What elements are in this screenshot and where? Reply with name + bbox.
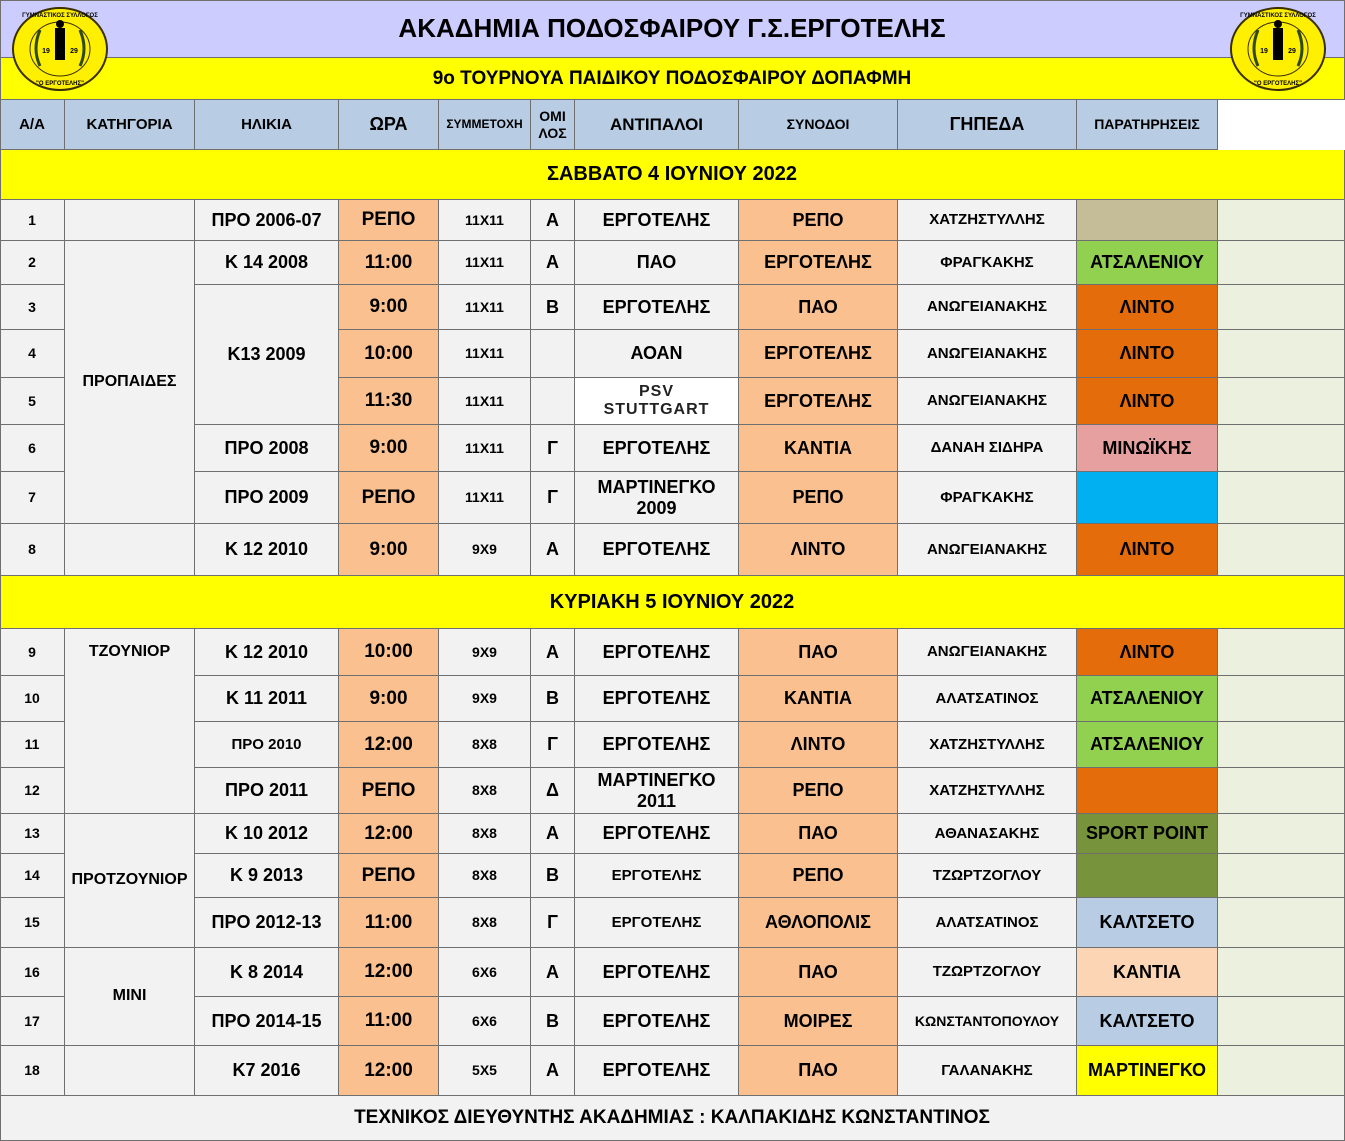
format-cell: 11X11: [439, 241, 531, 285]
age-cell: Κ 9 2013: [195, 854, 339, 898]
team1-cell: PSV STUTTGART: [575, 378, 739, 425]
team2-cell: ΡΕΠΟ: [739, 854, 898, 898]
format-cell: 11X11: [439, 472, 531, 524]
header-cell: ΣΥΝΟΔΟΙ: [739, 100, 898, 150]
remarks-cell: [1218, 948, 1345, 997]
logo-text-top: ΓΥΜΝΑΣΤΙΚΟΣ ΣΥΛΛΟΓΟΣ: [22, 13, 98, 19]
team2-cell: ΛΙΝΤΟ: [739, 524, 898, 576]
team1-cell: ΕΡΓΟΤΕΛΗΣ: [575, 898, 739, 948]
field-cell: ΛΙΝΤΟ: [1077, 378, 1218, 425]
header-cell: ΣΥΜΜΕΤΟΧΗ: [439, 100, 531, 150]
team2-cell: ΡΕΠΟ: [739, 768, 898, 814]
group-cell: Α: [531, 200, 575, 241]
time-cell: 12:00: [339, 1046, 439, 1096]
header-cell: ΑΝΤΙΠΑΛΟΙ: [575, 100, 739, 150]
category-cell-empty: [65, 524, 195, 576]
group-cell: Α: [531, 948, 575, 997]
format-cell: 11X11: [439, 200, 531, 241]
team2-cell: ΠΑΟ: [739, 629, 898, 676]
escort-cell: ΑΛΑΤΣΑΤΙΝΟΣ: [898, 676, 1077, 722]
escort-cell: ΦΡΑΓΚΑΚΗΣ: [898, 241, 1077, 285]
time-cell: ΡΕΠΟ: [339, 472, 439, 524]
day-heading-sunday: ΚΥΡΙΑΚΗ 5 ΙΟΥΝΙΟΥ 2022: [0, 576, 1345, 629]
age-cell: Κ 14 2008: [195, 241, 339, 285]
category-cell-empty: [65, 1046, 195, 1096]
row-number: 16: [0, 948, 65, 997]
row-number: 5: [0, 378, 65, 425]
field-cell: ΜΙΝΩΪΚΗΣ: [1077, 425, 1218, 472]
escort-cell: ΑΝΩΓΕΙΑΝΑΚΗΣ: [898, 285, 1077, 330]
header-cell: ΚΑΤΗΓΟΡΙΑ: [65, 100, 195, 150]
escort-cell: ΚΩΝΣΤΑΝΤΟΠΟΥΛΟΥ: [898, 997, 1077, 1046]
team1-cell: ΑΟΑΝ: [575, 330, 739, 378]
row-number: 13: [0, 814, 65, 854]
team2-cell: ΛΙΝΤΟ: [739, 722, 898, 768]
row-number: 7: [0, 472, 65, 524]
time-cell: ΡΕΠΟ: [339, 768, 439, 814]
remarks-cell: [1218, 241, 1345, 285]
row-number: 9: [0, 629, 65, 676]
time-cell: 12:00: [339, 948, 439, 997]
team2-cell: ΠΑΟ: [739, 948, 898, 997]
escort-cell: ΑΝΩΓΕΙΑΝΑΚΗΣ: [898, 330, 1077, 378]
remarks-cell: [1218, 898, 1345, 948]
age-cell: ΠΡΟ 2012-13: [195, 898, 339, 948]
field-cell: SPORT POINT: [1077, 814, 1218, 854]
group-cell: Β: [531, 997, 575, 1046]
field-cell: [1077, 200, 1218, 241]
remarks-cell: [1218, 768, 1345, 814]
field-cell: ΛΙΝΤΟ: [1077, 330, 1218, 378]
time-cell: ΡΕΠΟ: [339, 854, 439, 898]
format-cell: 8X8: [439, 854, 531, 898]
team1-cell: ΕΡΓΟΤΕΛΗΣ: [575, 722, 739, 768]
format-cell: 6X6: [439, 997, 531, 1046]
time-cell: 9:00: [339, 425, 439, 472]
header-cell: ΩΡΑ: [339, 100, 439, 150]
team2-cell: ΡΕΠΟ: [739, 200, 898, 241]
remarks-cell: [1218, 524, 1345, 576]
team1-cell: ΕΡΓΟΤΕΛΗΣ: [575, 814, 739, 854]
row-number: 15: [0, 898, 65, 948]
escort-cell: ΧΑΤΖΗΣΤΥΛΛΗΣ: [898, 200, 1077, 241]
age-cell: Κ7 2016: [195, 1046, 339, 1096]
group-cell: Α: [531, 524, 575, 576]
remarks-cell: [1218, 285, 1345, 330]
remarks-cell: [1218, 330, 1345, 378]
remarks-cell: [1218, 814, 1345, 854]
team2-cell: ΠΑΟ: [739, 1046, 898, 1096]
group-cell: Α: [531, 1046, 575, 1096]
time-cell: 12:00: [339, 814, 439, 854]
escort-cell: ΑΛΑΤΣΑΤΙΝΟΣ: [898, 898, 1077, 948]
team1-cell: ΕΡΓΟΤΕΛΗΣ: [575, 997, 739, 1046]
escort-cell: ΑΘΑΝΑΣΑΚΗΣ: [898, 814, 1077, 854]
team2-cell: ΠΑΟ: [739, 814, 898, 854]
club-logo-right: [1228, 6, 1328, 92]
group-cell: Γ: [531, 898, 575, 948]
header-cell: ΟΜΙ ΛΟΣ: [531, 100, 575, 150]
category-cell: ΠΡΟΠΑΙΔΕΣ: [65, 241, 195, 524]
time-cell: 11:00: [339, 997, 439, 1046]
team1-cell: ΕΡΓΟΤΕΛΗΣ: [575, 676, 739, 722]
age-cell: ΠΡΟ 2010: [195, 722, 339, 768]
escort-cell: ΑΝΩΓΕΙΑΝΑΚΗΣ: [898, 629, 1077, 676]
time-cell: 11:30: [339, 378, 439, 425]
team2-cell: ΕΡΓΟΤΕΛΗΣ: [739, 330, 898, 378]
age-cell: ΠΡΟ 2009: [195, 472, 339, 524]
team2-cell: ΡΕΠΟ: [739, 472, 898, 524]
format-cell: 8X8: [439, 722, 531, 768]
team1-cell: ΕΡΓΟΤΕΛΗΣ: [575, 200, 739, 241]
row-number: 8: [0, 524, 65, 576]
row-number: 18: [0, 1046, 65, 1096]
time-cell: 10:00: [339, 629, 439, 676]
header-cell: ΓΗΠΕΔΑ: [898, 100, 1077, 150]
age-cell: ΠΡΟ 2014-15: [195, 997, 339, 1046]
time-cell: 9:00: [339, 285, 439, 330]
header-cell: ΗΛΙΚΙΑ: [195, 100, 339, 150]
escort-cell: ΧΑΤΖΗΣΤΥΛΛΗΣ: [898, 722, 1077, 768]
team1-cell: ΕΡΓΟΤΕΛΗΣ: [575, 285, 739, 330]
age-cell: Κ 8 2014: [195, 948, 339, 997]
logo-text-bottom: "Ο ΕΡΓΟΤΕΛΗΣ": [1254, 81, 1302, 87]
team1-cell: ΕΡΓΟΤΕΛΗΣ: [575, 948, 739, 997]
group-cell: Α: [531, 814, 575, 854]
header-cell: Α/Α: [0, 100, 65, 150]
team1-cell: ΜΑΡΤΙΝΕΓΚΟ 2011: [575, 768, 739, 814]
field-cell: ΚΑΛΤΣΕΤΟ: [1077, 997, 1218, 1046]
team1-cell: ΕΡΓΟΤΕΛΗΣ: [575, 1046, 739, 1096]
row-number: 17: [0, 997, 65, 1046]
remarks-cell: [1218, 472, 1345, 524]
team1-cell: ΠΑΟ: [575, 241, 739, 285]
category-cell: ΤΖΟΥΝΙΟΡ: [65, 629, 195, 814]
format-cell: 8X8: [439, 814, 531, 854]
group-cell: [531, 330, 575, 378]
team1-cell: ΕΡΓΟΤΕΛΗΣ: [575, 854, 739, 898]
logo-text-bottom: "Ο ΕΡΓΟΤΕΛΗΣ": [36, 81, 84, 87]
remarks-cell: [1218, 378, 1345, 425]
time-cell: 9:00: [339, 676, 439, 722]
document-title: ΑΚΑΔΗΜΙΑ ΠΟΔΟΣΦΑΙΡΟΥ Γ.Σ.ΕΡΓΟΤΕΛΗΣ: [0, 0, 1345, 58]
format-cell: 11X11: [439, 378, 531, 425]
group-cell: Α: [531, 629, 575, 676]
group-cell: Β: [531, 676, 575, 722]
escort-cell: ΤΖΩΡΤΖΟΓΛΟΥ: [898, 854, 1077, 898]
field-cell: ΛΙΝΤΟ: [1077, 629, 1218, 676]
field-cell: [1077, 768, 1218, 814]
format-cell: 9X9: [439, 524, 531, 576]
field-cell: [1077, 854, 1218, 898]
age-cell: Κ 12 2010: [195, 629, 339, 676]
escort-cell: ΑΝΩΓΕΙΑΝΑΚΗΣ: [898, 524, 1077, 576]
team2-cell: ΚΑΝΤΙΑ: [739, 676, 898, 722]
time-cell: 12:00: [339, 722, 439, 768]
format-cell: 11X11: [439, 330, 531, 378]
time-cell: 11:00: [339, 898, 439, 948]
logo-year-left: 19: [42, 48, 50, 55]
team2-cell: ΚΑΝΤΙΑ: [739, 425, 898, 472]
row-number: 11: [0, 722, 65, 768]
escort-cell: ΦΡΑΓΚΑΚΗΣ: [898, 472, 1077, 524]
category-cell: ΠΡΟΤΖΟΥΝΙΟΡ: [65, 814, 195, 948]
field-cell: ΜΑΡΤΙΝΕΓΚΟ: [1077, 1046, 1218, 1096]
row-number: 2: [0, 241, 65, 285]
remarks-cell: [1218, 676, 1345, 722]
time-cell: 9:00: [339, 524, 439, 576]
logo-text-top: ΓΥΜΝΑΣΤΙΚΟΣ ΣΥΛΛΟΓΟΣ: [1240, 13, 1316, 19]
team1-cell: ΕΡΓΟΤΕΛΗΣ: [575, 425, 739, 472]
logo-year-right: 29: [70, 48, 78, 55]
group-cell: Β: [531, 285, 575, 330]
group-cell: Γ: [531, 425, 575, 472]
logo-year-left: 19: [1260, 48, 1268, 55]
category-cell: ΜΙΝΙ: [65, 948, 195, 1046]
age-cell: Κ 11 2011: [195, 676, 339, 722]
team2-cell: ΕΡΓΟΤΕΛΗΣ: [739, 241, 898, 285]
remarks-cell: [1218, 722, 1345, 768]
remarks-cell: [1218, 1046, 1345, 1096]
logo-year-right: 29: [1288, 48, 1296, 55]
group-cell: Γ: [531, 722, 575, 768]
row-number: 4: [0, 330, 65, 378]
team2-cell: ΑΘΛΟΠΟΛΙΣ: [739, 898, 898, 948]
escort-cell: ΓΑΛΑΝΑΚΗΣ: [898, 1046, 1077, 1096]
team2-cell: ΜΟΙΡΕΣ: [739, 997, 898, 1046]
escort-cell: ΑΝΩΓΕΙΑΝΑΚΗΣ: [898, 378, 1077, 425]
group-cell: Α: [531, 241, 575, 285]
field-cell: ΛΙΝΤΟ: [1077, 524, 1218, 576]
escort-cell: ΔΑΝΑΗ ΣΙΔΗΡΑ: [898, 425, 1077, 472]
escort-cell: ΤΖΩΡΤΖΟΓΛΟΥ: [898, 948, 1077, 997]
remarks-cell: [1218, 200, 1345, 241]
row-number: 3: [0, 285, 65, 330]
group-cell: Δ: [531, 768, 575, 814]
team2-cell: ΠΑΟ: [739, 285, 898, 330]
time-cell: ΡΕΠΟ: [339, 200, 439, 241]
format-cell: 8X8: [439, 898, 531, 948]
club-logo-left: [10, 6, 110, 92]
team1-cell: ΕΡΓΟΤΕΛΗΣ: [575, 629, 739, 676]
category-cell-empty: [65, 200, 195, 241]
time-cell: 10:00: [339, 330, 439, 378]
row-number: 14: [0, 854, 65, 898]
remarks-cell: [1218, 425, 1345, 472]
format-cell: 9X9: [439, 629, 531, 676]
age-cell: ΠΡΟ 2008: [195, 425, 339, 472]
group-cell: [531, 378, 575, 425]
remarks-cell: [1218, 629, 1345, 676]
field-cell: ΑΤΣΑΛΕΝΙΟΥ: [1077, 241, 1218, 285]
team2-cell: ΕΡΓΟΤΕΛΗΣ: [739, 378, 898, 425]
age-cell: Κ 10 2012: [195, 814, 339, 854]
time-cell: 11:00: [339, 241, 439, 285]
field-cell: ΚΑΝΤΙΑ: [1077, 948, 1218, 997]
document-subtitle: 9ο ΤΟΥΡΝΟΥΑ ΠΑΙΔΙΚΟΥ ΠΟΔΟΣΦΑΙΡΟΥ ΔΟΠΑΦΜΗ: [0, 58, 1345, 100]
header-cell: ΠΑΡΑΤΗΡΗΣΕΙΣ: [1077, 100, 1218, 150]
format-cell: 9X9: [439, 676, 531, 722]
group-cell: Γ: [531, 472, 575, 524]
remarks-cell: [1218, 854, 1345, 898]
field-cell: ΑΤΣΑΛΕΝΙΟΥ: [1077, 722, 1218, 768]
age-cell: Κ13 2009: [195, 285, 339, 425]
row-number: 1: [0, 200, 65, 241]
row-number: 12: [0, 768, 65, 814]
row-number: 10: [0, 676, 65, 722]
format-cell: 6X6: [439, 948, 531, 997]
remarks-cell: [1218, 997, 1345, 1046]
field-cell: ΑΤΣΑΛΕΝΙΟΥ: [1077, 676, 1218, 722]
format-cell: 11X11: [439, 425, 531, 472]
age-cell: ΠΡΟ 2011: [195, 768, 339, 814]
format-cell: 8X8: [439, 768, 531, 814]
format-cell: 11X11: [439, 285, 531, 330]
age-cell: ΠΡΟ 2006-07: [195, 200, 339, 241]
footer-director: ΤΕΧΝΙΚΟΣ ΔΙΕΥΘΥΝΤΗΣ ΑΚΑΔΗΜΙΑΣ : ΚΑΛΠΑΚΙΔΗΣ ΚΩΝΣΤΑΝΤΙΝΟΣ: [0, 1096, 1345, 1141]
escort-cell: ΧΑΤΖΗΣΤΥΛΛΗΣ: [898, 768, 1077, 814]
team1-cell: ΕΡΓΟΤΕΛΗΣ: [575, 524, 739, 576]
day-heading-saturday: ΣΑΒΒΑΤΟ 4 ΙΟΥΝΙΟΥ 2022: [0, 150, 1345, 200]
age-cell: Κ 12 2010: [195, 524, 339, 576]
group-cell: Β: [531, 854, 575, 898]
field-cell: ΛΙΝΤΟ: [1077, 285, 1218, 330]
row-number: 6: [0, 425, 65, 472]
field-cell: ΚΑΛΤΣΕΤΟ: [1077, 898, 1218, 948]
field-cell: [1077, 472, 1218, 524]
format-cell: 5X5: [439, 1046, 531, 1096]
team1-cell: ΜΑΡΤΙΝΕΓΚΟ 2009: [575, 472, 739, 524]
